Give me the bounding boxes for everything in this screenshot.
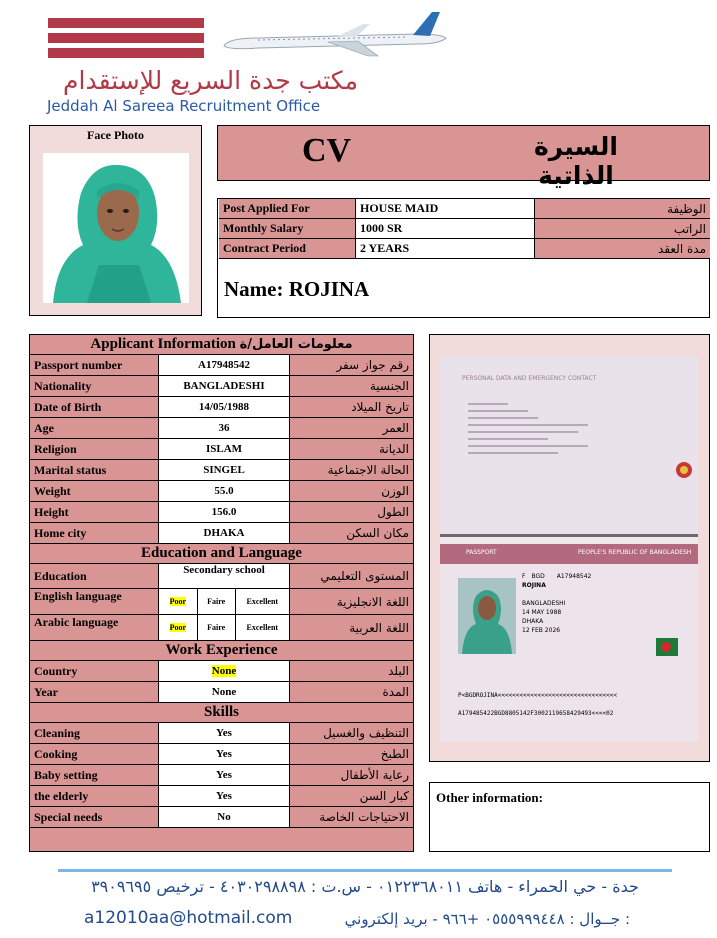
job-details-table <box>219 199 710 259</box>
job-details-box <box>217 198 710 318</box>
passport-mrz-line1: P<BGDROJINA<<<<<<<<<<<<<<<<<<<<<<<<<<<<<<<<< <box>458 692 617 699</box>
skill-row-label: Special needs <box>30 807 159 828</box>
language-label-arabic: اللغة الانجليزية <box>289 589 413 615</box>
skill-row-label: the elderly <box>30 786 159 807</box>
passport-scan <box>440 356 698 741</box>
applicant-row-label: Passport number <box>30 355 159 376</box>
passport-page-personal <box>440 356 698 534</box>
applicant-row <box>30 481 413 502</box>
job-value: 1000 SR <box>356 219 535 239</box>
other-info-label: Other information: <box>436 790 543 805</box>
language-row <box>30 615 413 641</box>
applicant-info-table <box>30 335 413 828</box>
cv-title: CV <box>302 132 352 169</box>
applicant-row-value: SINGEL <box>159 460 290 481</box>
language-label: Arabic language <box>30 615 159 641</box>
language-level-excellent: Excellent <box>235 589 288 614</box>
footer-contact: : جــوال : ٠٥٥٥٩٩٩٤٤٨ +٩٦٦ - بريد إلكتروني <box>344 910 630 928</box>
applicant-row <box>30 502 413 523</box>
skill-row-label: Cleaning <box>30 723 159 744</box>
education-title: Education and Language <box>30 544 413 564</box>
applicant-row-label: Nationality <box>30 376 159 397</box>
section-header <box>30 641 413 661</box>
passport-fold <box>440 534 698 537</box>
work-row-value <box>159 661 290 682</box>
language-label: English language <box>30 589 159 615</box>
footer-rule <box>58 869 672 872</box>
logo-stripe <box>48 18 204 28</box>
skill-row-label-arabic: الاحتياجات الخاصة <box>289 807 413 828</box>
applicant-row-label: Marital status <box>30 460 159 481</box>
skill-row-value: Yes <box>159 765 290 786</box>
job-row <box>219 199 710 219</box>
applicant-title: Applicant Information <box>90 336 236 352</box>
logo-stripe <box>48 48 204 58</box>
applicant-row-label: Home city <box>30 523 159 544</box>
logo <box>0 0 717 125</box>
language-level-faire: Faire <box>197 589 235 614</box>
passport-name: ROJINA <box>522 582 546 589</box>
education-label: Education <box>30 564 159 589</box>
applicant-row-label-arabic: العمر <box>289 418 413 439</box>
emblem-icon <box>675 461 693 479</box>
skills-title: Skills <box>30 703 413 723</box>
passport-scan-panel <box>429 334 710 762</box>
skill-row-label: Cooking <box>30 744 159 765</box>
applicant-row-label-arabic: الجنسية <box>289 376 413 397</box>
education-value: Secondary school <box>159 564 290 589</box>
applicant-row-value: A17948542 <box>159 355 290 376</box>
skill-row <box>30 765 413 786</box>
skill-row-label-arabic: كبار السن <box>289 786 413 807</box>
applicant-row-label: Date of Birth <box>30 397 159 418</box>
passport-sex: F <box>522 573 526 580</box>
applicant-row-label: Height <box>30 502 159 523</box>
selected-level-highlight: Poor <box>169 597 187 606</box>
passport-country-code: BGD <box>531 573 545 580</box>
applicant-row-value: 156.0 <box>159 502 290 523</box>
applicant-row-label-arabic: الديانة <box>289 439 413 460</box>
job-value: 2 YEARS <box>356 239 535 259</box>
office-name-english: Jeddah Al Sareea Recruitment Office <box>47 97 321 115</box>
applicant-name: Name: ROJINA <box>224 277 370 301</box>
applicant-row-label-arabic: الطول <box>289 502 413 523</box>
applicant-row-label-arabic: مكان السكن <box>289 523 413 544</box>
job-value: HOUSE MAID <box>356 199 535 219</box>
applicant-row <box>30 439 413 460</box>
skill-row-label-arabic: الطبخ <box>289 744 413 765</box>
passport-dob: 14 MAY 1988 <box>522 609 562 616</box>
applicant-row <box>30 523 413 544</box>
applicant-row-value: 36 <box>159 418 290 439</box>
job-row <box>219 239 710 259</box>
work-experience-title: Work Experience <box>30 641 413 661</box>
passport-nationality: BANGLADESHI <box>522 600 566 607</box>
applicant-row-label-arabic: الحالة الاجتماعية <box>289 460 413 481</box>
applicant-row-label: Age <box>30 418 159 439</box>
job-label: Monthly Salary <box>219 219 356 239</box>
passport-photo <box>458 578 516 654</box>
education-row <box>30 564 413 589</box>
language-level-cell <box>159 589 290 615</box>
office-name-arabic: مكتب جدة السريع للإستقدام <box>63 66 358 95</box>
language-level-cell <box>159 615 290 641</box>
skill-row-value: Yes <box>159 744 290 765</box>
skill-row <box>30 807 413 828</box>
applicant-row-label: Weight <box>30 481 159 502</box>
skill-row-label: Baby setting <box>30 765 159 786</box>
work-row <box>30 682 413 703</box>
job-row <box>219 219 710 239</box>
passport-page-bio <box>440 544 698 741</box>
job-label-arabic: الوظيفة <box>535 199 711 219</box>
skill-row-label-arabic: التنظيف والغسيل <box>289 723 413 744</box>
work-row-label-arabic: المدة <box>289 682 413 703</box>
applicant-row-value: 55.0 <box>159 481 290 502</box>
language-row <box>30 589 413 615</box>
applicant-row-label-arabic: الوزن <box>289 481 413 502</box>
cv-title-arabic: السيرة الذاتية <box>534 132 618 190</box>
applicant-row-label-arabic: تاريخ الميلاد <box>289 397 413 418</box>
skill-row-label-arabic: رعاية الأطفال <box>289 765 413 786</box>
passport-place: DHAKA <box>522 618 544 625</box>
section-header <box>30 335 413 355</box>
language-level-faire: Faire <box>197 615 235 640</box>
face-photo <box>43 153 189 303</box>
work-row-label: Country <box>30 661 159 682</box>
country-highlight: None <box>211 665 237 677</box>
applicant-row-value: DHAKA <box>159 523 290 544</box>
passport-fields <box>522 572 682 635</box>
skill-row <box>30 786 413 807</box>
selected-level-highlight: Poor <box>169 623 187 632</box>
language-level-excellent: Excellent <box>235 615 288 640</box>
passport-header-left: PASSPORT <box>466 549 497 556</box>
work-row-label-arabic: البلد <box>289 661 413 682</box>
applicant-row-value: BANGLADESHI <box>159 376 290 397</box>
skill-row-value: No <box>159 807 290 828</box>
cv-header <box>217 125 710 190</box>
work-row-value: None <box>159 682 290 703</box>
job-label-arabic: الراتب <box>535 219 711 239</box>
logo-stripe <box>48 33 204 43</box>
applicant-row-label-arabic: رقم جواز سفر <box>289 355 413 376</box>
photo-box <box>29 125 202 316</box>
passport-mrz-line2: A179485422BGD8805142F3002119658429493<<<<02 <box>458 710 614 717</box>
language-label-arabic: اللغة العربية <box>289 615 413 641</box>
passport-text-lines <box>468 398 618 498</box>
skill-row-value: Yes <box>159 786 290 807</box>
passport-header-right: PEOPLE'S REPUBLIC OF BANGLADESH <box>578 549 692 556</box>
flag-icon <box>656 638 678 656</box>
footer-address: جدة - حي الحمراء - هاتف ٠١٢٢٣٦٨٠١١ - س.ت : ٤٠٣٠٢٩٨٨٩٨ - ترخيص ٣٩٠٩٦٩٥ <box>91 877 639 896</box>
applicant-row-value: 14/05/1988 <box>159 397 290 418</box>
applicant-row <box>30 418 413 439</box>
applicant-row-label: Religion <box>30 439 159 460</box>
applicant-row <box>30 355 413 376</box>
applicant-row-value: ISLAM <box>159 439 290 460</box>
language-level-poor <box>159 589 197 614</box>
section-header <box>30 544 413 564</box>
applicant-row <box>30 397 413 418</box>
section-header <box>30 703 413 723</box>
skill-row-value: Yes <box>159 723 290 744</box>
airplane-icon <box>218 8 450 58</box>
footer-email: a12010aa@hotmail.com <box>84 908 293 928</box>
work-row-label: Year <box>30 682 159 703</box>
language-level-poor <box>159 615 197 640</box>
job-label: Post Applied For <box>219 199 356 219</box>
job-label: Contract Period <box>219 239 356 259</box>
skill-row <box>30 723 413 744</box>
applicant-row <box>30 460 413 481</box>
work-row <box>30 661 413 682</box>
education-label-arabic: المستوى التعليمي <box>289 564 413 589</box>
applicant-row <box>30 376 413 397</box>
applicant-title-arabic: معلومات العامل/ة <box>239 337 353 352</box>
passport-number: A17948542 <box>556 573 592 580</box>
passport-issue: 12 FEB 2026 <box>522 627 561 634</box>
applicant-info-panel <box>29 334 414 852</box>
other-info-box <box>429 782 710 852</box>
skill-row <box>30 744 413 765</box>
job-label-arabic: مدة العقد <box>535 239 711 259</box>
photo-label: Face Photo <box>87 128 144 142</box>
passport-top-heading: PERSONAL DATA AND EMERGENCY CONTACT <box>462 375 597 382</box>
